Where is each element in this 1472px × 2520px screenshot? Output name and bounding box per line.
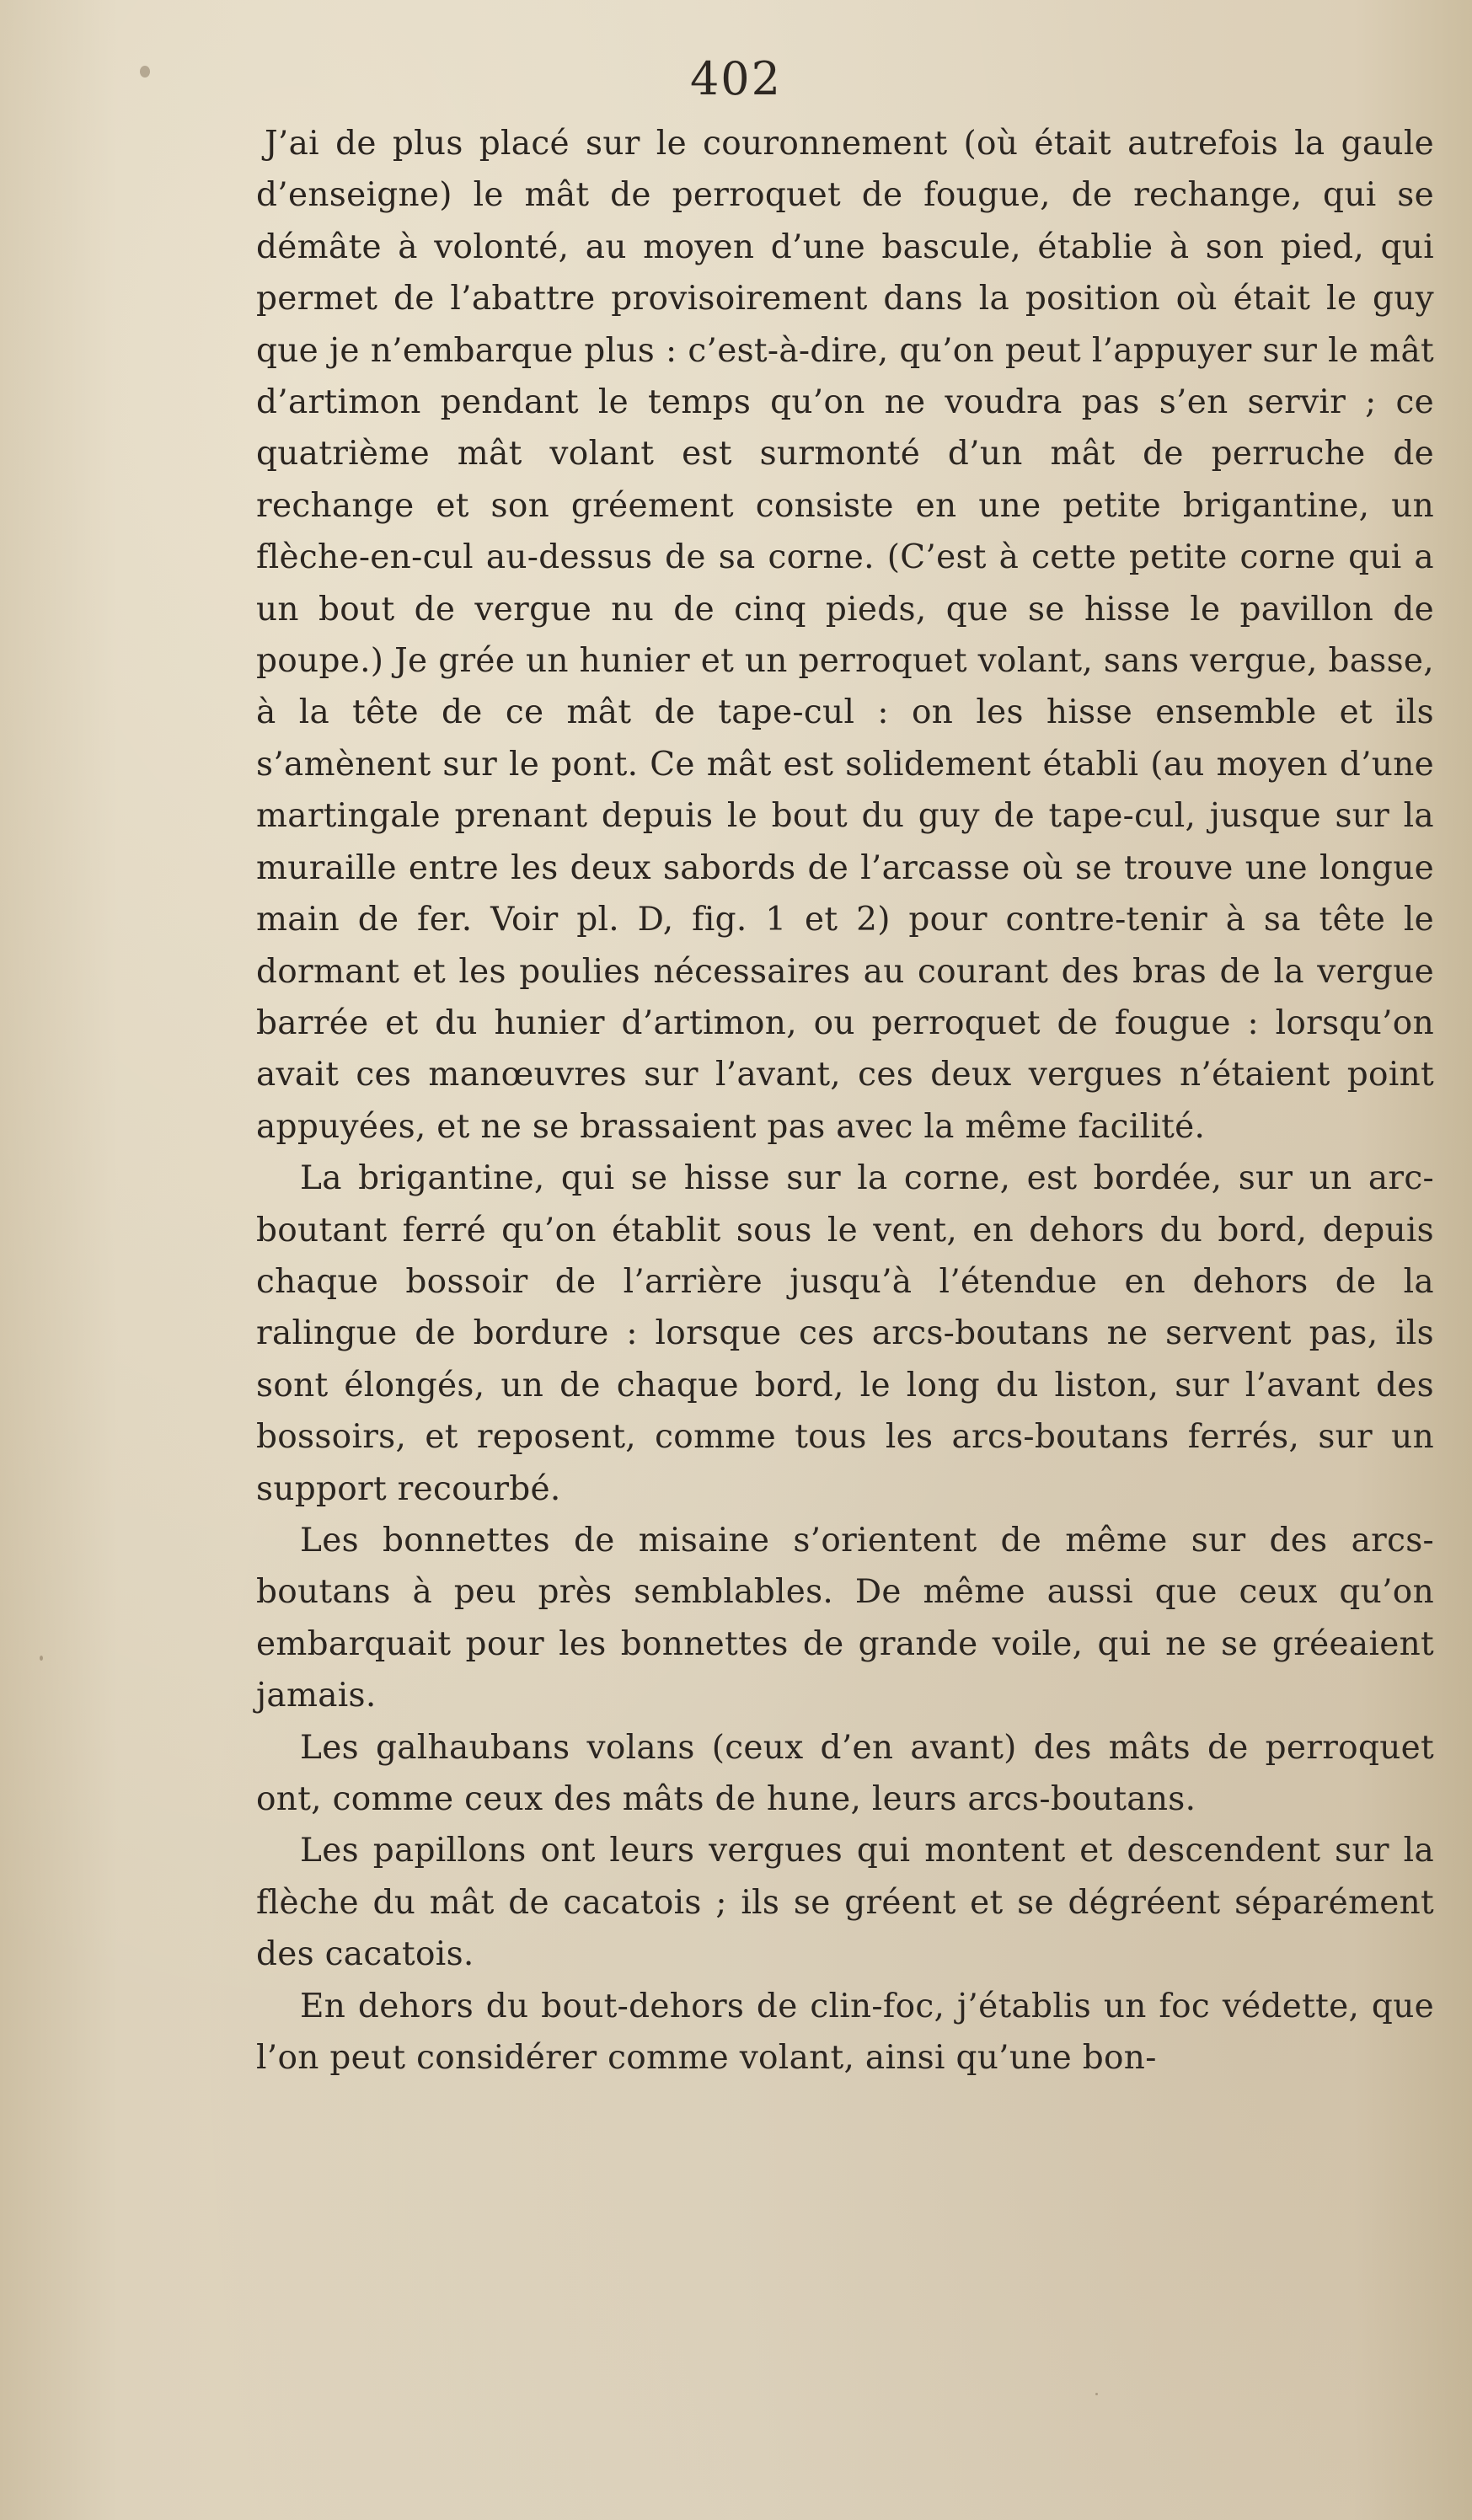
paper-speck (40, 1656, 43, 1661)
paper-speck (1095, 2393, 1098, 2395)
paper-speck (140, 66, 150, 78)
paragraph-6: En dehors du bout-dehors de clin-foc, j’établis un foc védette, que l’on peut considérer comme volant, ainsi qu’une bon- (256, 1987, 1434, 2078)
paragraph-1: J’ai de plus placé sur le couronnement (où était autrefois la gaule d’enseigne) le mât de perroquet de fougue, de rechange, qui se démâte à volonté, au moyen d’une bascule, établie à son pied, qui permet de l’abattre provisoirement dans la position où était le guy que je n’embarque plus : c’est-à-dire, qu’on peut l’appuyer sur le mât d’artimon pendant le temps qu’on ne voudra pas s’en servir ; ce quatrième mât volant est surmonté d’un mât de perruche de rechange et son gréement consiste en une petite brigantine, un flèche-en-cul au-dessus de sa corne. (C’est à cette petite corne qui a un bout de vergue nu de cinq pieds, que se hisse le pavillon de poupe.) Je grée un hunier et un perroquet volant, sans vergue, basse, à la tête de ce mât de tape-cul : on les hisse ensemble et ils s’amènent sur le pont. Ce mât est solidement établi (au moyen d’une martingale prenant depuis le bout du guy de tape-cul, jusque sur la muraille entre les deux sabords de l’arcasse où se trouve une longue main de fer. Voir pl. D, fig. 1 et 2) pour contre-tenir à sa tête le dormant et les poulies nécessaires au courant des bras de la vergue barrée et du hunier d’artimon, ou perroquet de fougue : lorsqu’on avait ces manœuvres sur l’avant, ces deux vergues n’étaient point appuyées, et ne se brassaient pas avec la même facilité. (256, 125, 1434, 1146)
page-number: 402 (689, 52, 783, 105)
body-text (256, 118, 1434, 2084)
paragraph-3: Les bonnettes de misaine s’orientent de même sur des arcs-boutans à peu près semblables. De même aussi que ceux qu’on embarquait pour les bonnettes de grande voile, qui ne se gréeaient jamais. (256, 1521, 1434, 1715)
paragraph-5: Les papillons ont leurs vergues qui montent et descendent sur la flèche du mât de cacatois ; ils se gréent et se dégréent séparément des cacatois. (256, 1832, 1434, 1974)
paragraph-4: Les galhaubans volans (ceux d’en avant) des mâts de perroquet ont, comme ceux des mâts de hune, leurs arcs-boutans. (256, 1728, 1434, 1818)
paragraph-2: La brigantine, qui se hisse sur la corne, est bordée, sur un arc-boutant ferré qu’on établit sous le vent, en dehors du bord, depuis chaque bossoir de l’arrière jusqu’à l’étendue en dehors de la ralingue de bordure : lorsque ces arcs-boutans ne servent pas, ils sont élongés, un de chaque bord, le long du liston, sur l’avant des bossoirs, et reposent, comme tous les arcs-boutans ferrés, sur un support recourbé. (256, 1159, 1434, 1508)
